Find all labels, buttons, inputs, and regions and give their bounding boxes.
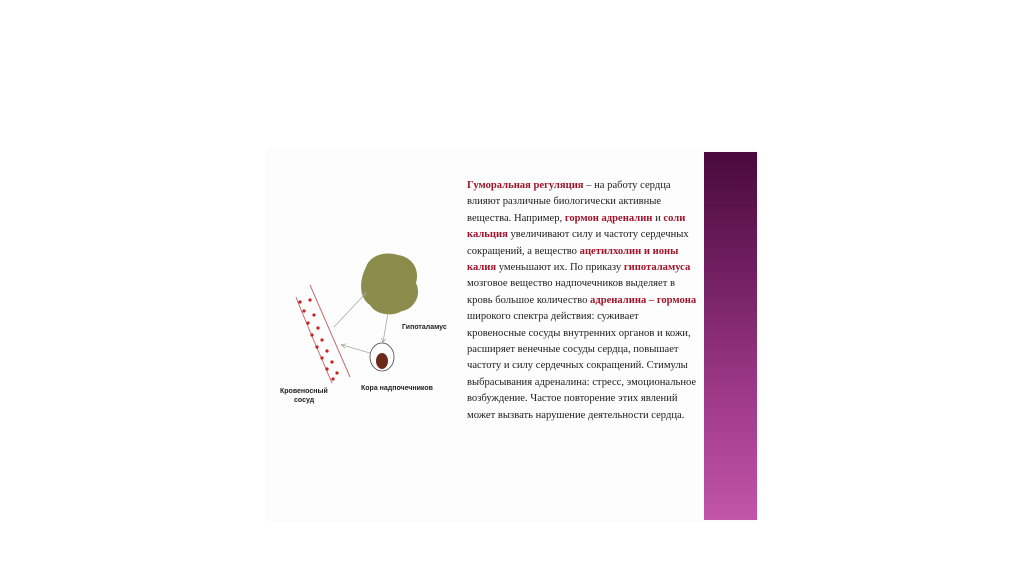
text-run: уменьшают их. По приказу	[496, 262, 624, 274]
arrow-vessel-to-hypothalamus	[334, 293, 366, 327]
decorative-sidebar-bar	[704, 152, 757, 520]
term-hypothalamus: гипоталамуса	[623, 262, 691, 274]
arrow-hypothalamus-to-adrenal	[383, 313, 388, 342]
regulation-diagram	[270, 245, 470, 420]
term-adrenaline-hormone: гормон адреналин	[564, 212, 653, 224]
blood-cells	[298, 298, 338, 380]
text-run: и	[652, 212, 664, 224]
description-text	[467, 178, 697, 424]
term-humoral-regulation: Гуморальная регуляция	[467, 180, 584, 191]
text-run: мозговое вещество надпочечников выделяет в кровь большое количество	[467, 278, 676, 306]
label-hypothalamus: Гипоталамус	[402, 324, 447, 331]
label-vessel-line2: сосуд	[294, 397, 315, 404]
text-run: увеличивают силу и частоту сердечных сокращений, а вещество	[467, 229, 689, 257]
arrow-adrenal-to-vessel	[342, 345, 370, 353]
label-adrenal: Кора надпочечников	[361, 385, 433, 392]
text-run: – на работу сердца влияют различные биологически активные вещества. Например,	[467, 180, 671, 224]
term-acetylcholine: ацетилхолин и ионы калия	[467, 245, 679, 274]
text-run: широкого спектра действия: суживает кровеносные сосуды внутренних органов и кожи, расширяет венечные сосуды сердца, повышает частоту и силу сердечных сокращений. Стимулы выбрасывания адреналина: стресс, эмоциональное возбуждение. Частое повторение этих явлений может вызвать нарушение деятельности сердца.	[467, 311, 697, 421]
label-vessel-line1: Кровеносный	[280, 388, 328, 395]
hypothalamus-shape	[361, 254, 418, 315]
term-adrenaline: адреналина – гормона	[590, 294, 697, 306]
blood-vessel	[296, 285, 350, 383]
adrenal-core	[376, 353, 388, 369]
term-calcium-salts: соли кальция	[467, 212, 686, 241]
